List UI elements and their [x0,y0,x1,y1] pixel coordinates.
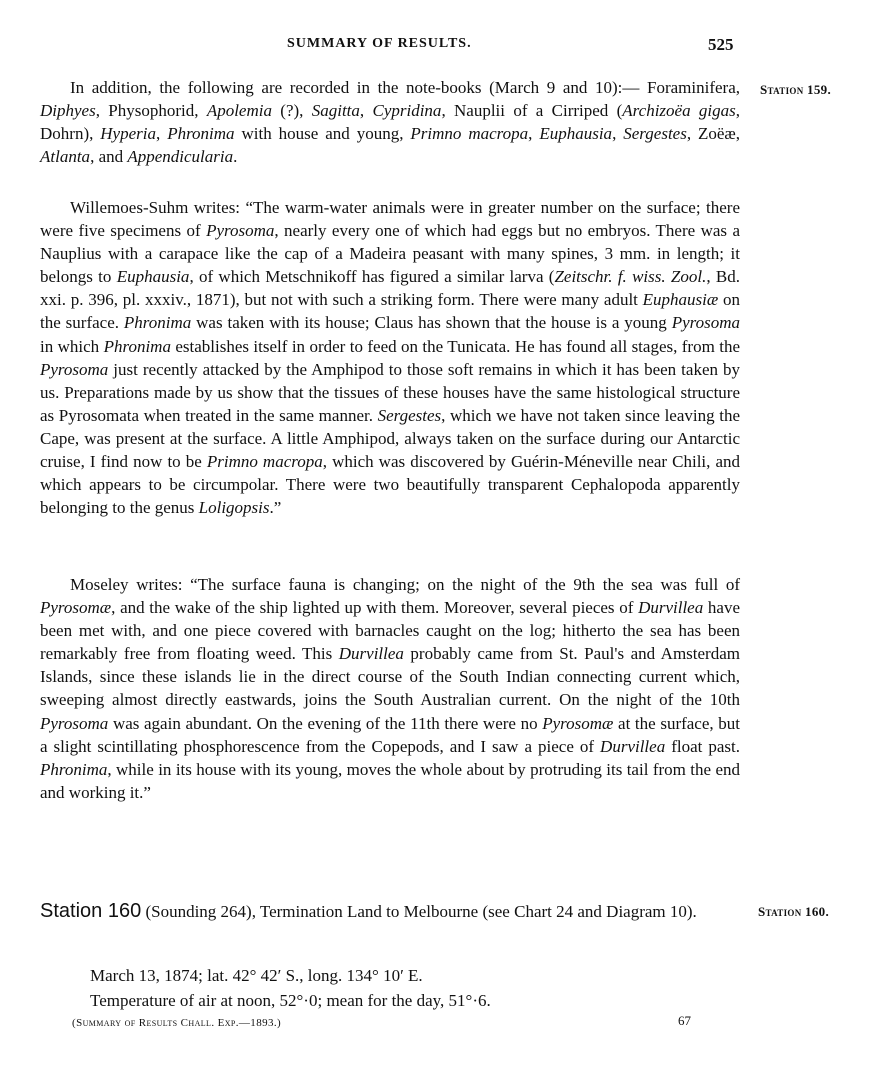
paragraph-note-books [40,76,740,168]
paragraph-willemoes-suhm [40,196,740,519]
taxon-name: Pyrosoma [206,221,275,241]
text-run: , [156,124,168,144]
station-name: Station 160 [40,900,142,922]
taxon-name: Sagitta [311,101,360,121]
text-run: in which [40,336,104,356]
taxon-name: Pyrosomæ [542,713,614,733]
text-run: , [528,124,540,144]
paragraph-moseley [40,573,740,804]
text-run: was again abundant. On the evening of the 11th there were no [108,713,543,733]
taxon-name: Sergestes [623,124,687,144]
text-run: , and the wake of the ship lighted up with them. Moreover, several pieces of [111,598,639,618]
text-run: on the surface. [40,290,740,333]
taxon-name: Diphyes [40,101,96,121]
taxon-name: Phronima [40,759,108,779]
taxon-name: Euphausia [116,267,190,287]
text-run: just recently attacked by the Amphipod to those soft remains in which it has been taken by us. Preparations made by us show that the tissues of these houses have the same histological structure as Pyrosomata when treated in the same manner. [40,359,740,425]
taxon-name: Loligopsis [198,498,270,518]
taxon-name: Hyperia [100,124,156,144]
text-run: with house and young, [234,124,411,144]
taxon-name: Cypridina [372,101,442,121]
footer-signature-mark: 67 [678,1013,691,1028]
taxon-name: Pyrosoma [671,313,740,333]
taxon-name: Apolemia [206,101,272,121]
text-run: , which we have not taken since leaving the Cape, was present at the surface. A little Amphipod, always taken on the surface during our Antarctic cruise, I find now to be [40,405,740,472]
taxon-name: Appendicularia [127,147,234,167]
taxon-name: Archizoëa gigas [622,101,736,121]
text-run: , Nauplii of a Cirriped ( [441,101,623,121]
text-run: float past. [665,736,740,756]
text-run: , [359,101,373,121]
taxon-name: Atlanta [40,147,91,167]
station-160-details [90,963,740,1013]
text-run: , Physophorid, [95,101,207,121]
taxon-name: Sergestes [377,405,442,425]
station-160-heading [40,898,740,925]
taxon-name: Pyrosoma [40,359,109,379]
running-header-title: SUMMARY OF RESULTS. [287,36,472,51]
text-run: , [612,124,624,144]
text-run: .” [269,498,282,518]
taxon-name: Durvillea [338,644,404,664]
text-run: . [233,147,238,167]
text-run: (?), [271,101,312,121]
text-run: , nearly every one of which had eggs but no embryos. There was a Nauplius with a carapace like the cap of a Madeira peasant with many spines, 3 mm. in length; it belongs to [40,221,740,287]
margin-note-station-160: Station 160. [758,904,830,919]
text-run: , Bd. xxi. p. 396, pl. xxxiv., 1871), but not with such a striking form. There were many adult [40,267,741,310]
taxon-name: Primno macropa [410,124,529,144]
footer-publication-note: (Summary of Results Chall. Exp.—1893.) [72,1017,282,1029]
page-number: 525 [708,35,734,54]
text-run: , of which Metschnikoff has figured a similar larva ( [189,267,555,287]
text-run: In addition, the following are recorded in the note-books (March 9 and 10):— Foraminifera, [70,78,740,97]
text-run: , and [90,147,128,167]
taxon-name: Pyrosoma [40,713,109,733]
taxon-name: Euphausiæ [642,290,719,310]
taxon-name: Durvillea [600,736,666,756]
text-run: , which was discovered by Guérin-Méneville near Chili, and which appears to be circumpolar. There were two beautifully transparent Cephalopoda apparently belonging to the genus [40,452,741,518]
margin-note-station-159: Station 159. [760,82,832,97]
text-run: at the surface, but a slight scintillating phosphorescence from the Copepods, and I saw a piece of [40,713,741,756]
taxon-name: Pyrosomæ [40,598,112,618]
text-run: Willemoes-Suhm writes: “The warm-water animals were in greater number on the surface; there were five specimens of [40,198,740,241]
station-date-position: March 13, 1874; lat. 42° 42′ S., long. 134° 10′ E. [90,966,423,985]
taxon-name: Phronima [123,313,192,333]
text-run: , while in its house with its young, moves the whole about by protruding its tail from the end and working it.” [40,759,740,802]
taxon-name: Euphausia [539,124,613,144]
taxon-name: Phronima [167,124,235,144]
taxon-name: Primno macropa [206,452,323,472]
text-run: have been met with, and one piece covered with barnacles caught on the log; hitherto the sea has been remarkably free from floating weed. This [40,598,740,664]
text-run: , Dohrn), [40,101,741,144]
text-run: was taken with its house; Claus has shown that the house is a young [191,313,672,333]
taxon-name: Phronima [103,336,171,356]
text-run: , Zoëæ, [686,124,741,144]
taxon-name: Durvillea [638,598,704,618]
text-run: probably came from St. Paul's and Amsterdam Islands, since these islands lie in the direct course of the South Indian connecting current which, sweeping almost directly eastwards, joins the South Australian current. On the night of the 10th [40,644,740,710]
citation-title: Zeitschr. f. wiss. Zool. [554,267,707,287]
station-description: (Sounding 264), Termination Land to Melbourne (see Chart 24 and Diagram 10). [141,902,697,921]
station-air-temperature: Temperature of air at noon, 52°·0; mean for the day, 51°·6. [90,991,491,1010]
text-run: establishes itself in order to feed on the Tunicata. He has found all stages, from the [170,336,740,356]
text-run: Moseley writes: “The surface fauna is changing; on the night of the 9th the sea was full of [70,575,740,594]
